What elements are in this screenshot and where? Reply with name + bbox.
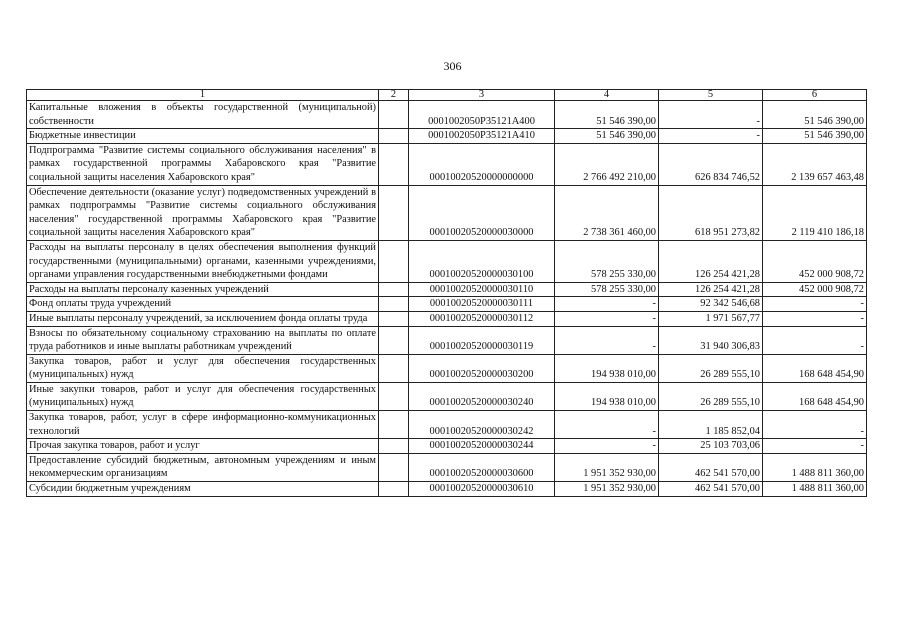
amount-approved-cell: 194 938 010,00 bbox=[555, 382, 659, 410]
amount-remaining-cell: 1 488 811 360,00 bbox=[763, 453, 867, 481]
column-header: 3 bbox=[409, 90, 555, 101]
amount-executed-cell: 126 254 421,28 bbox=[659, 282, 763, 297]
amount-approved-cell: 194 938 010,00 bbox=[555, 354, 659, 382]
table-row bbox=[27, 240, 867, 282]
column-header: 5 bbox=[659, 90, 763, 101]
column-2-cell bbox=[379, 439, 409, 454]
table-row bbox=[27, 129, 867, 144]
amount-remaining-cell: 168 648 454,90 bbox=[763, 354, 867, 382]
amount-approved-cell: 51 546 390,00 bbox=[555, 101, 659, 129]
table-row bbox=[27, 382, 867, 410]
table-row bbox=[27, 326, 867, 354]
header-row bbox=[27, 90, 867, 101]
column-2-cell bbox=[379, 326, 409, 354]
table-row bbox=[27, 185, 867, 240]
amount-remaining-cell: - bbox=[763, 297, 867, 312]
table-row bbox=[27, 143, 867, 185]
amount-executed-cell: 26 289 555,10 bbox=[659, 354, 763, 382]
column-2-cell bbox=[379, 382, 409, 410]
column-header: 6 bbox=[763, 90, 867, 101]
column-header: 2 bbox=[379, 90, 409, 101]
column-2-cell bbox=[379, 240, 409, 282]
expense-name-cell: Иные закупки товаров, работ и услуг для обеспечения государственных (муниципальных) нужд bbox=[27, 382, 379, 410]
expense-name-cell: Субсидии бюджетным учреждениям bbox=[27, 482, 379, 497]
amount-executed-cell: 92 342 546,68 bbox=[659, 297, 763, 312]
column-2-cell bbox=[379, 185, 409, 240]
amount-executed-cell: 25 103 703,06 bbox=[659, 439, 763, 454]
amount-executed-cell: 462 541 570,00 bbox=[659, 482, 763, 497]
page-number: 306 bbox=[443, 59, 462, 73]
column-2-cell bbox=[379, 482, 409, 497]
budget-code-cell: 00010020520000000000 bbox=[409, 143, 555, 185]
amount-remaining-cell: 51 546 390,00 bbox=[763, 101, 867, 129]
amount-remaining-cell: 1 488 811 360,00 bbox=[763, 482, 867, 497]
amount-remaining-cell: - bbox=[763, 411, 867, 439]
amount-executed-cell: - bbox=[659, 129, 763, 144]
budget-code-cell: 00010020520000030000 bbox=[409, 185, 555, 240]
budget-code-cell: 00010020520000030600 bbox=[409, 453, 555, 481]
amount-approved-cell: 578 255 330,00 bbox=[555, 282, 659, 297]
amount-executed-cell: 462 541 570,00 bbox=[659, 453, 763, 481]
budget-code-cell: 00010020520000030244 bbox=[409, 439, 555, 454]
amount-approved-cell: 1 951 352 930,00 bbox=[555, 482, 659, 497]
column-2-cell bbox=[379, 143, 409, 185]
expense-name-cell: Расходы на выплаты персоналу казенных учреждений bbox=[27, 282, 379, 297]
amount-executed-cell: - bbox=[659, 101, 763, 129]
expense-name-cell: Предоставление субсидий бюджетным, автономным учреждениям и иным некоммерческим организациям bbox=[27, 453, 379, 481]
budget-code-cell: 00010020520000030100 bbox=[409, 240, 555, 282]
amount-executed-cell: 26 289 555,10 bbox=[659, 382, 763, 410]
amount-remaining-cell: 168 648 454,90 bbox=[763, 382, 867, 410]
budget-code-cell: 00010020520000030111 bbox=[409, 297, 555, 312]
column-2-cell bbox=[379, 311, 409, 326]
column-header: 4 bbox=[555, 90, 659, 101]
amount-remaining-cell: 452 000 908,72 bbox=[763, 240, 867, 282]
column-2-cell bbox=[379, 101, 409, 129]
budget-code-cell: 0001002050P35121A400 bbox=[409, 101, 555, 129]
amount-executed-cell: 1 971 567,77 bbox=[659, 311, 763, 326]
expense-name-cell: Расходы на выплаты персоналу в целях обеспечения выполнения функций государственными (муниципальными) органами, казенными учреждениями, органами управления государственными внебюджетными фондами bbox=[27, 240, 379, 282]
amount-approved-cell: - bbox=[555, 411, 659, 439]
expense-name-cell: Закупка товаров, работ и услуг для обеспечения государственных (муниципальных) нужд bbox=[27, 354, 379, 382]
amount-remaining-cell: 2 139 657 463,48 bbox=[763, 143, 867, 185]
amount-executed-cell: 1 185 852,04 bbox=[659, 411, 763, 439]
budget-code-cell: 00010020520000030242 bbox=[409, 411, 555, 439]
budget-code-cell: 00010020520000030610 bbox=[409, 482, 555, 497]
amount-approved-cell: - bbox=[555, 311, 659, 326]
table-row bbox=[27, 101, 867, 129]
amount-approved-cell: - bbox=[555, 439, 659, 454]
column-2-cell bbox=[379, 411, 409, 439]
column-2-cell bbox=[379, 354, 409, 382]
amount-remaining-cell: - bbox=[763, 311, 867, 326]
budget-code-cell: 00010020520000030240 bbox=[409, 382, 555, 410]
amount-remaining-cell: 452 000 908,72 bbox=[763, 282, 867, 297]
table-row bbox=[27, 411, 867, 439]
expense-name-cell: Обеспечение деятельности (оказание услуг) подведомственных учреждений в рамках подпрограммы "Развитие системы социального обслуживания населения" государственной программы Хабаровского края "Развитие социальной защиты населения Хабаровского края" bbox=[27, 185, 379, 240]
expense-name-cell: Иные выплаты персоналу учреждений, за исключением фонда оплаты труда bbox=[27, 311, 379, 326]
amount-executed-cell: 618 951 273,82 bbox=[659, 185, 763, 240]
table-row bbox=[27, 297, 867, 312]
table-row bbox=[27, 282, 867, 297]
expense-name-cell: Фонд оплаты труда учреждений bbox=[27, 297, 379, 312]
budget-code-cell: 00010020520000030200 bbox=[409, 354, 555, 382]
table-row bbox=[27, 354, 867, 382]
table-row bbox=[27, 482, 867, 497]
column-2-cell bbox=[379, 282, 409, 297]
table-row bbox=[27, 453, 867, 481]
expense-name-cell: Прочая закупка товаров, работ и услуг bbox=[27, 439, 379, 454]
amount-approved-cell: - bbox=[555, 326, 659, 354]
column-2-cell bbox=[379, 453, 409, 481]
budget-table bbox=[26, 89, 867, 497]
amount-approved-cell: 578 255 330,00 bbox=[555, 240, 659, 282]
amount-approved-cell: - bbox=[555, 297, 659, 312]
column-2-cell bbox=[379, 129, 409, 144]
amount-remaining-cell: - bbox=[763, 326, 867, 354]
amount-approved-cell: 2 738 361 460,00 bbox=[555, 185, 659, 240]
amount-remaining-cell: 51 546 390,00 bbox=[763, 129, 867, 144]
amount-executed-cell: 31 940 306,83 bbox=[659, 326, 763, 354]
expense-name-cell: Подпрограмма "Развитие системы социального обслуживания населения" в рамках государственной программы Хабаровского края "Развитие социальной защиты населения Хабаровского края" bbox=[27, 143, 379, 185]
amount-remaining-cell: 2 119 410 186,18 bbox=[763, 185, 867, 240]
column-2-cell bbox=[379, 297, 409, 312]
budget-code-cell: 00010020520000030112 bbox=[409, 311, 555, 326]
amount-approved-cell: 2 766 492 210,00 bbox=[555, 143, 659, 185]
budget-code-cell: 00010020520000030119 bbox=[409, 326, 555, 354]
expense-name-cell: Закупка товаров, работ, услуг в сфере информационно-коммуникационных технологий bbox=[27, 411, 379, 439]
amount-approved-cell: 1 951 352 930,00 bbox=[555, 453, 659, 481]
table-row bbox=[27, 439, 867, 454]
budget-code-cell: 00010020520000030110 bbox=[409, 282, 555, 297]
table-row bbox=[27, 311, 867, 326]
amount-executed-cell: 626 834 746,52 bbox=[659, 143, 763, 185]
expense-name-cell: Взносы по обязательному социальному страхованию на выплаты по оплате труда работников и иные выплаты работникам учреждений bbox=[27, 326, 379, 354]
budget-code-cell: 0001002050P35121A410 bbox=[409, 129, 555, 144]
expense-name-cell: Капитальные вложения в объекты государственной (муниципальной) собственности bbox=[27, 101, 379, 129]
column-header: 1 bbox=[27, 90, 379, 101]
amount-remaining-cell: - bbox=[763, 439, 867, 454]
amount-approved-cell: 51 546 390,00 bbox=[555, 129, 659, 144]
amount-executed-cell: 126 254 421,28 bbox=[659, 240, 763, 282]
expense-name-cell: Бюджетные инвестиции bbox=[27, 129, 379, 144]
